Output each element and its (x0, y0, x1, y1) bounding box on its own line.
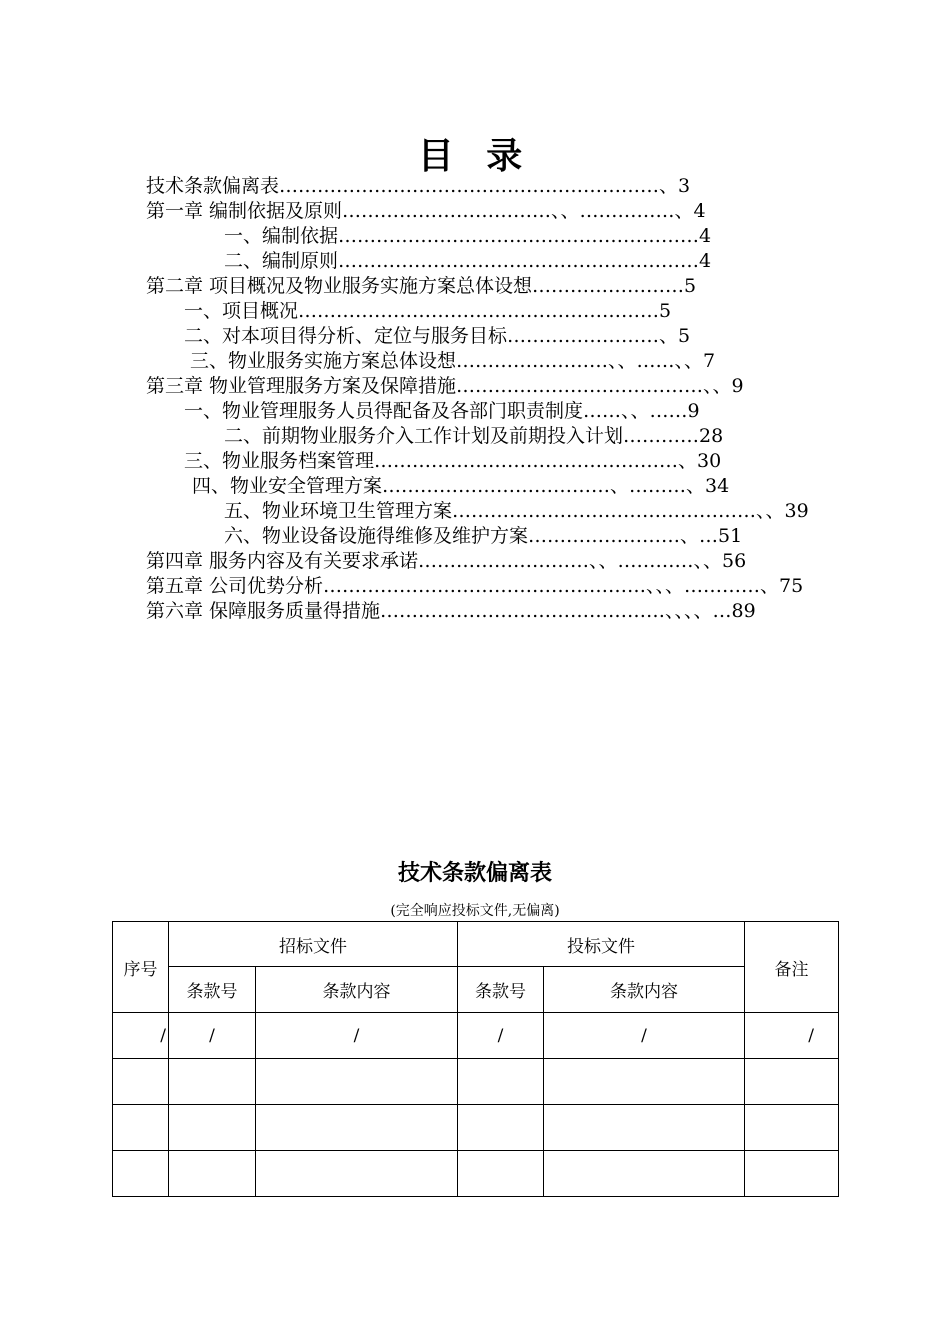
header-index: 序号 (113, 922, 169, 1013)
table-of-contents (146, 174, 822, 624)
header-bid-document: 投标文件 (458, 922, 745, 967)
table-cell: / (458, 1013, 544, 1059)
header-tender-clause-content: 条款内容 (256, 967, 458, 1013)
header-tender-document: 招标文件 (169, 922, 458, 967)
table-cell: / (169, 1013, 256, 1059)
table-cell: / (256, 1013, 458, 1059)
deviation-table-note: (完全响应投标文件,无偏离) (390, 903, 560, 919)
toc-entry: 二、对本项目得分析、定位与服务目标……………………、5 (184, 325, 691, 347)
toc-entry: 三、物业服务实施方案总体设想……………………、、……、、7 (190, 350, 716, 372)
toc-entry: 第二章 项目概况及物业服务实施方案总体设想……………………5 (146, 275, 697, 297)
table-cell: / (544, 1013, 745, 1059)
table-cell (256, 1105, 458, 1151)
table-row (113, 1059, 839, 1105)
toc-entry: 一、编制依据…………………………………………………4 (224, 225, 712, 247)
table-cell (169, 1151, 256, 1197)
table-cell (169, 1105, 256, 1151)
document-title: 目 录 (417, 136, 533, 177)
deviation-table-title: 技术条款偏离表 (397, 861, 552, 886)
table-cell (113, 1151, 169, 1197)
table-row (113, 1105, 839, 1151)
toc-entry: 一、物业管理服务人员得配备及各部门职责制度……、、……9 (184, 400, 700, 422)
header-bid-clause-content: 条款内容 (544, 967, 745, 1013)
table-cell (544, 1105, 745, 1151)
table-cell (458, 1105, 544, 1151)
table-cell (458, 1151, 544, 1197)
toc-entry: 一、项目概况…………………………………………………5 (184, 300, 672, 322)
table-cell (544, 1151, 745, 1197)
table-cell (256, 1059, 458, 1105)
table-row (113, 1013, 839, 1059)
header-remark: 备注 (745, 922, 839, 1013)
table-cell (113, 1059, 169, 1105)
toc-entry: 五、物业环境卫生管理方案…………………………………………、、39 (224, 500, 809, 522)
toc-entry: 第一章 编制依据及原则……………………………、、……………、4 (146, 200, 706, 222)
header-bid-clause-no: 条款号 (458, 967, 544, 1013)
toc-entry: 第四章 服务内容及有关要求承诺………………………、、…………、、56 (146, 550, 747, 572)
toc-entry: 二、前期物业服务介入工作计划及前期投入计划…………28 (224, 425, 724, 447)
toc-entry: 二、编制原则…………………………………………………4 (224, 250, 712, 272)
table-cell (113, 1105, 169, 1151)
deviation-table (112, 921, 839, 1197)
header-tender-clause-no: 条款号 (169, 967, 256, 1013)
table-cell (256, 1151, 458, 1197)
table-cell (169, 1059, 256, 1105)
table-cell (544, 1059, 745, 1105)
table-cell (745, 1151, 839, 1197)
toc-entry: 第五章 公司优势分析……………………………………………、、、…………、75 (146, 575, 804, 597)
table-cell (745, 1105, 839, 1151)
table-row (113, 1151, 839, 1197)
toc-entry: 技术条款偏离表……………………………………………………、3 (146, 175, 691, 197)
toc-entry: 第六章 保障服务质量得措施………………………………………、、、、…89 (146, 600, 756, 622)
toc-entry: 四、物业安全管理方案………………………………、………、34 (192, 475, 730, 497)
toc-entry: 第三章 物业管理服务方案及保障措施…………………………………、、9 (146, 375, 744, 397)
toc-entry: 三、物业服务档案管理…………………………………………、30 (184, 450, 722, 472)
table-cell (458, 1059, 544, 1105)
table-cell (745, 1059, 839, 1105)
table-cell: / (113, 1013, 169, 1059)
table-cell: / (745, 1013, 839, 1059)
toc-entry: 六、物业设备设施得维修及维护方案……………………、…51 (224, 525, 743, 547)
